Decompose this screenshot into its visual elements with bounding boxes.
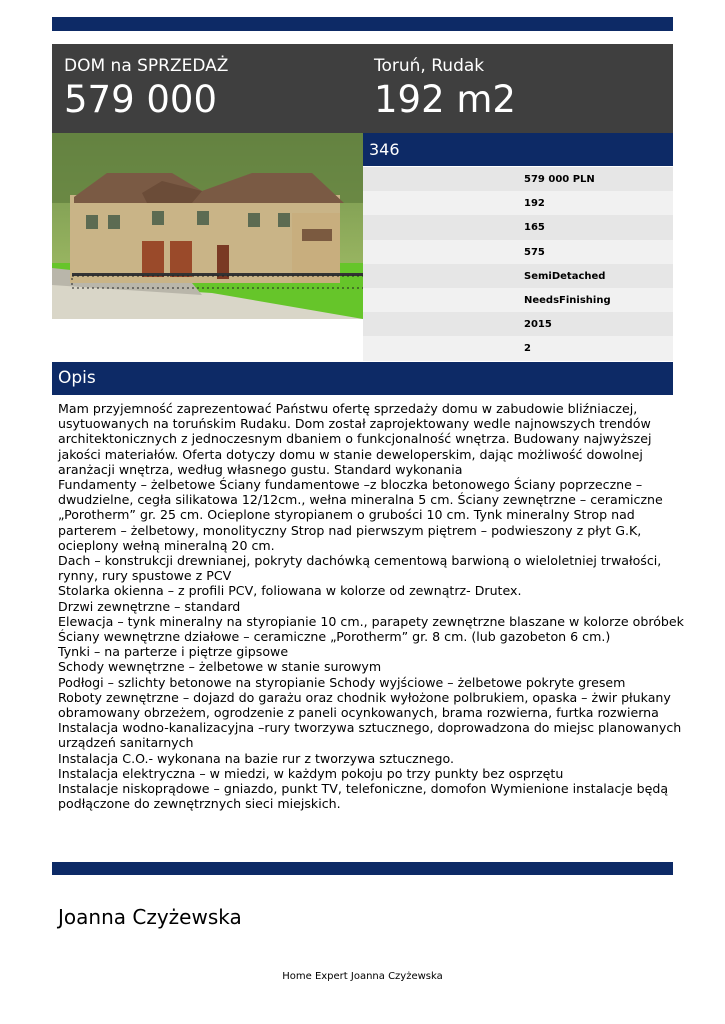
price-block xyxy=(64,55,228,121)
description-line: urządzeń sanitarnych xyxy=(58,735,194,751)
description-line: „Porotherm” gr. 25 cm. Ocieplone styropianem o grubości 10 cm. Tynk mineralny Strop nad xyxy=(58,507,635,523)
spec-value: SemiDetached xyxy=(524,270,606,282)
description-line: Mam przyjemność zaprezentować Państwu ofertę sprzedaży domu w zabudowie bliźniaczej, xyxy=(58,401,638,416)
description-text xyxy=(58,401,684,812)
spec-row xyxy=(363,288,673,312)
agent-name: Joanna Czyżewska xyxy=(58,905,242,929)
description-line: Fundamenty – żelbetowe Ściany fundamentowe –z bloczka betonowego Ściany poprzeczne – xyxy=(58,477,643,493)
listing-id: 346 xyxy=(369,140,400,159)
description-line: Roboty zewnętrzne – dojazd do garażu oraz chodnik wyłożone polbrukiem, opaska – żwir płukany xyxy=(58,689,671,705)
spec-row xyxy=(363,240,673,264)
description-line: rynny, rury spustowe z PCV xyxy=(58,568,232,584)
location-block xyxy=(374,55,516,121)
description-line: jakości materiałów. Oferta dotyczy domu w stanie deweloperskim, dając możliwość dowolnej xyxy=(58,446,643,462)
description-line: usytuowanych na toruńskim Rudaku. Dom został zaprojektowany wedle najnowszych trendów xyxy=(58,416,651,432)
listing-type: DOM na SPRZEDAŻ xyxy=(64,56,229,76)
description-line: Tynki – na parterze i piętrze gipsowe xyxy=(58,644,289,660)
spec-row xyxy=(363,264,673,288)
description-line: Stolarka okienna – z profili PCV, foliowana w kolorze od zewnątrz- Drutex. xyxy=(58,583,522,599)
description-line: ocieplony wełną mineralną 20 cm. xyxy=(58,537,275,553)
spec-row xyxy=(363,191,673,215)
description-line: obramowany obrzeżem, ogrodzenie z paneli ocynkowanych, brama rozwierna, furtka rozwierna xyxy=(58,705,659,721)
description-heading: Opis xyxy=(58,368,96,388)
description-line: Instalacja wodno-kanalizacyjna –rury tworzywa sztucznego, doprowadzona do miejsc planowanych xyxy=(58,720,682,736)
footer-text: Home Expert Joanna Czyżewska xyxy=(282,971,443,982)
location: Toruń, Rudak xyxy=(374,56,485,76)
spec-value: 165 xyxy=(524,222,545,234)
description-line: Drzwi zewnętrzne – standard xyxy=(58,598,241,614)
spec-row xyxy=(363,215,673,239)
area: 192 m2 xyxy=(374,78,516,121)
listing-id-bar xyxy=(363,133,673,166)
house-photo xyxy=(52,133,363,319)
bottom-accent-bar xyxy=(52,862,673,875)
description-heading-bar xyxy=(52,362,673,395)
listing-header xyxy=(52,44,673,133)
spec-value: NeedsFinishing xyxy=(524,294,611,306)
description-line: Podłogi – szlichty betonowe na styropianie Schody wyjściowe – żelbetowe pokryte gresem xyxy=(58,674,626,690)
spec-value: 2 xyxy=(524,343,531,355)
description-line: parterem – żelbetowy, monolityczny Strop nad pierwszym piętrem – podwieszony z płyt G.K, xyxy=(58,522,642,538)
description-line: aranżacji wnętrza, według własnego gustu. Standard wykonania xyxy=(58,461,463,477)
spec-row xyxy=(363,336,673,360)
description-line: Instalacja elektryczna – w miedzi, w każdym pokoju po trzy punkty bez osprzętu xyxy=(58,765,564,781)
description-line: podłączone do zewnętrznych sieci miejskich. xyxy=(58,796,341,812)
description-line: Ściany wewnętrzne działowe – ceramiczne „Porotherm” gr. 8 cm. (lub gazobeton 6 cm.) xyxy=(58,629,611,645)
description-line: architektonicznych z jednoczesnym dbaniem o funkcjonalność wnętrza. Budowany najwyższej xyxy=(58,431,652,447)
spec-value: 575 xyxy=(524,246,545,258)
top-accent-bar xyxy=(52,17,673,31)
spec-table xyxy=(363,167,673,361)
price: 579 000 xyxy=(64,78,218,121)
spec-value: 2015 xyxy=(524,319,552,331)
spec-row xyxy=(363,167,673,191)
description-line: Elewacja – tynk mineralny na styropianie 10 cm., parapety zewnętrzne blaszane w kolorze obróbek xyxy=(58,613,684,629)
spec-value: 192 xyxy=(524,198,545,210)
description-line: Instalacja C.O.- wykonana na bazie rur z tworzywa sztucznego. xyxy=(58,750,454,766)
description-line: Schody wewnętrzne – żelbetowe w stanie surowym xyxy=(58,659,382,675)
description-line: dwudzielne, cegła silikatowa 12/12cm., wełna mineralna 5 cm. Ściany zewnętrzne – ceramiczne xyxy=(58,492,663,508)
description-line: Instalacje niskoprądowe – gniazdo, punkt TV, telefoniczne, domofon Wymienione instalacje będą xyxy=(58,781,669,797)
spec-value: 579 000 PLN xyxy=(524,174,595,185)
description-line: Dach – konstrukcji drewnianej, pokryty dachówką cementową barwioną o wieloletniej trwałości, xyxy=(58,553,662,569)
spec-row xyxy=(363,312,673,336)
